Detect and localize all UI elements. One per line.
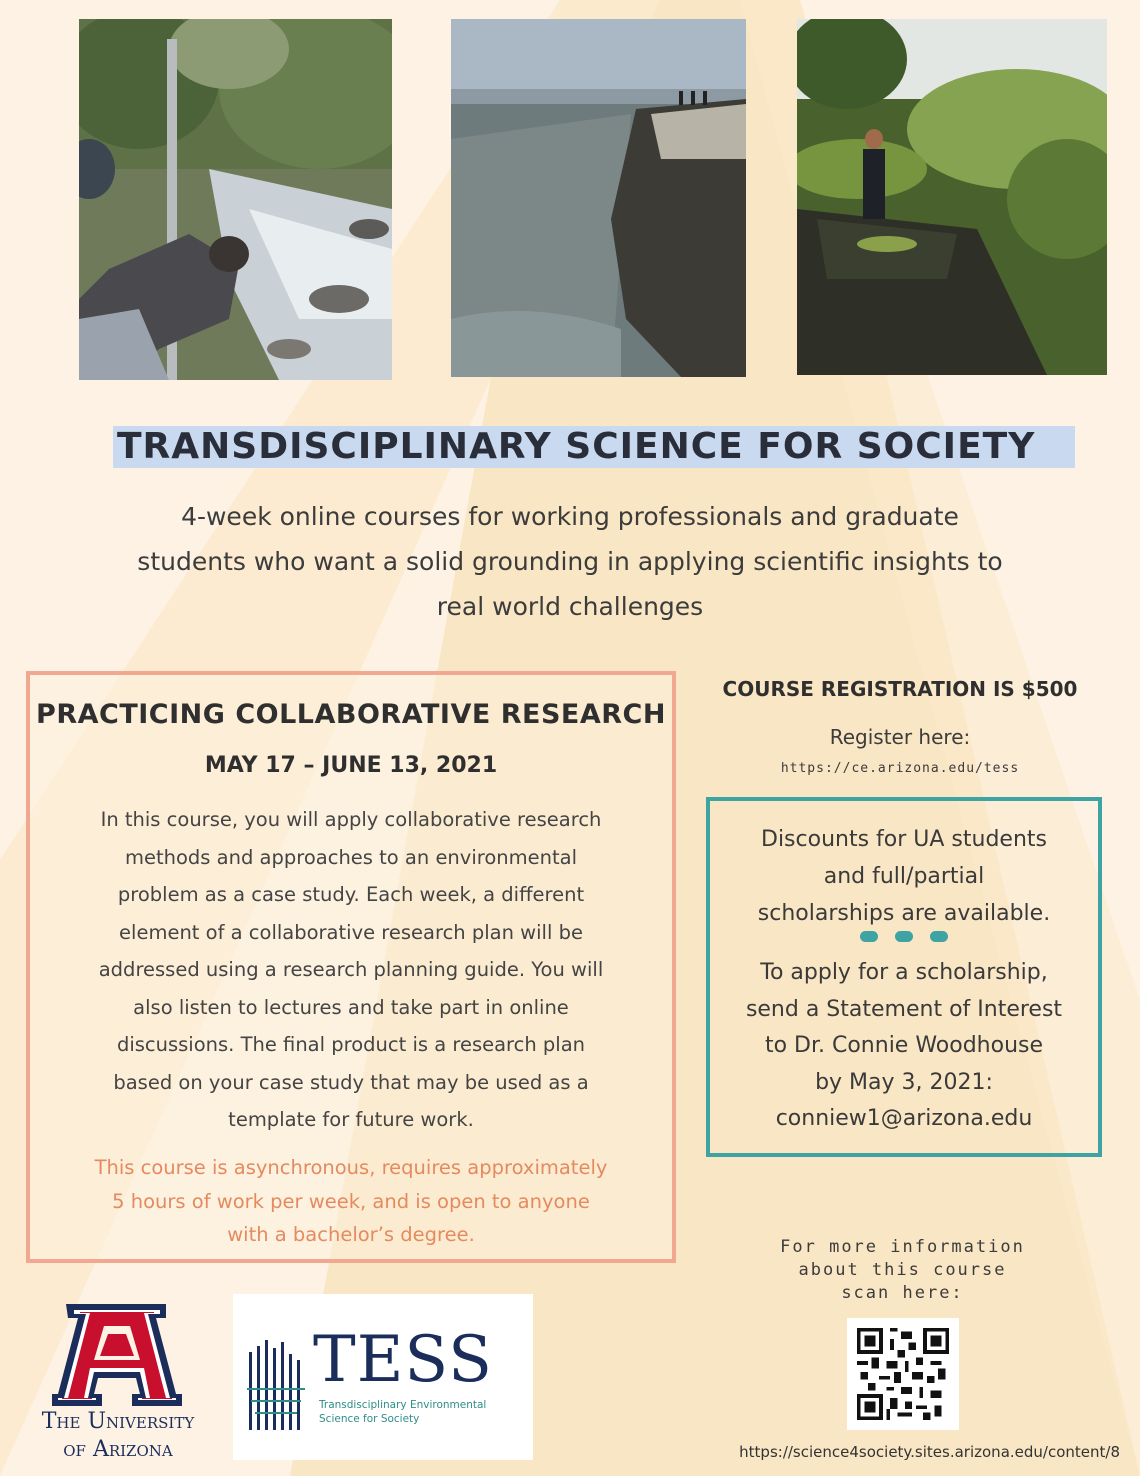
more-info-text <box>730 1236 1075 1305</box>
tess-bars-logo <box>247 1338 307 1430</box>
more-info-line: scan here: <box>841 1283 964 1303</box>
apply-line: send a Statement of Interest <box>745 996 1063 1022</box>
registration-heading: COURSE REGISTRATION IS $500 <box>722 677 1078 701</box>
river-measurement-photo <box>79 19 392 380</box>
university-name <box>18 1408 218 1464</box>
eroded-shoreline-photo <box>451 19 746 377</box>
note-line: This course is asynchronous, requires approximately <box>94 1156 608 1179</box>
tess-wordmark: TESS <box>313 1323 493 1397</box>
page-subtitle <box>70 494 1070 629</box>
more-info-line: For more information <box>780 1237 1025 1257</box>
description-line: addressed using a research planning guide. You will <box>98 958 604 981</box>
course-page-link[interactable]: https://science4society.sites.arizona.edu/content/8 <box>739 1443 1120 1461</box>
discount-line: scholarships are available. <box>757 901 1051 926</box>
tess-logo <box>233 1294 533 1460</box>
subtitle-line: real world challenges <box>436 592 704 621</box>
separator-dots <box>860 931 950 945</box>
apply-line: by May 3, 2021: <box>815 1069 993 1095</box>
registration-link[interactable]: https://ce.arizona.edu/tess <box>780 761 1020 776</box>
discount-line: and full/partial <box>823 864 985 889</box>
dot <box>930 931 948 942</box>
university-of-arizona-a-logo <box>52 1296 182 1406</box>
more-info-line: about this course <box>798 1260 1007 1280</box>
description-line: based on your case study that may be used as a <box>113 1070 589 1094</box>
contact-email[interactable]: conniew1@arizona.edu <box>775 1106 1033 1131</box>
title-banner <box>113 426 1075 468</box>
qr-code-icon[interactable] <box>847 1318 959 1430</box>
course-info-box <box>26 671 676 1263</box>
course-description <box>44 801 658 1139</box>
description-line: In this course, you will apply collaborative research <box>100 808 602 831</box>
description-line: template for future work. <box>228 1108 474 1131</box>
tess-subtitle-line: Transdisciplinary Environmental <box>319 1399 487 1411</box>
course-note <box>44 1151 658 1252</box>
apply-line: To apply for a scholarship, <box>760 960 1048 985</box>
note-line: 5 hours of work per week, and is open to anyone <box>112 1189 590 1213</box>
register-label: Register here: <box>829 725 971 749</box>
description-line: discussions. The final product is a research plan <box>116 1033 586 1056</box>
discount-line: Discounts for UA students <box>761 827 1047 852</box>
page-title: TRANSDISCIPLINARY SCIENCE FOR SOCIETY <box>117 426 1036 467</box>
university-name-line: of Arizona <box>63 1437 173 1462</box>
subtitle-line: students who want a solid grounding in applying scientific insights to <box>137 547 1003 576</box>
dot <box>895 931 913 942</box>
apply-line: to Dr. Connie Woodhouse <box>764 1033 1044 1058</box>
discount-info-box <box>706 797 1102 1157</box>
course-dates: MAY 17 – JUNE 13, 2021 <box>204 753 498 778</box>
dot <box>860 931 878 942</box>
description-line: problem as a case study. Each week, a different <box>117 883 585 906</box>
tess-subtitle-line: Science for Society <box>319 1413 420 1425</box>
description-line: element of a collaborative research plan will be <box>119 920 583 944</box>
note-line: with a bachelor’s degree. <box>227 1223 475 1246</box>
description-line: methods and approaches to an environmental <box>125 845 577 869</box>
university-name-line: The University <box>41 1409 195 1434</box>
discount-text <box>710 821 1098 932</box>
subtitle-line: 4-week online courses for working professionals and graduate <box>181 502 959 531</box>
course-title: PRACTICING COLLABORATIVE RESEARCH <box>36 699 666 730</box>
description-line: also listen to lectures and take part in online <box>133 995 569 1019</box>
scholarship-apply-text <box>710 955 1098 1138</box>
tess-subtitle <box>319 1398 486 1426</box>
wetland-stream-photo <box>797 19 1107 375</box>
